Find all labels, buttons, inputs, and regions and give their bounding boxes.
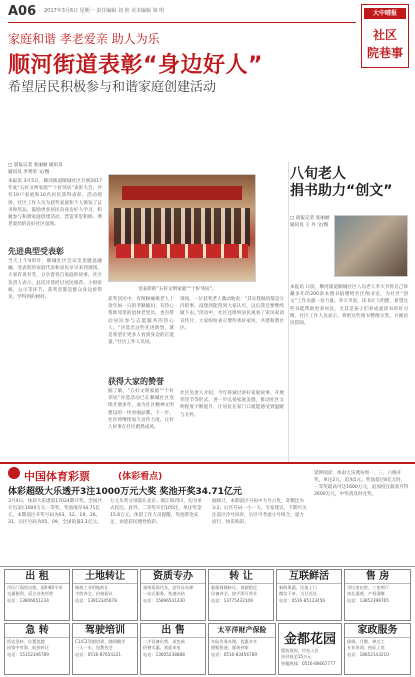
ad-line: C1/C2驾照培训，随到随学 [75,639,126,644]
ad-line: 南北通透，产权清晰 [347,591,385,597]
classified-ad [72,569,138,621]
ad-line: 精装现房，拎包入住 [281,648,319,653]
ad-line: 车险业务办理，优惠多多 [211,639,258,644]
lottery-body: 据统计，本期前区号码中大号占优，奇偶比为3:2；后区号码一小一大。专家建议，下期可关注前区冷号回补，后区可考虑小号组合，量力而行，快乐购彩。 [212,499,307,525]
ad-title: 转 让 [209,570,273,584]
classified-ad [4,569,70,621]
ad-title: 出 租 [5,570,69,584]
byline-line: □ 晨报记者 张丽丽 通讯员 [8,163,63,168]
classified-ad [72,623,138,675]
section-heading: 先进典型受表彰 [8,247,64,256]
article-body: 当天上午9时许，顺城社区会议室里暖意融融，受表彰的家庭代表和居民早早来到现场。大家有说有笑，分享着各自家庭的故事。社区负责人表示，此次评选经过居民推荐、小组审核、公示等环节，获奖者都是群众身边看得见、学得到的榜样。 [8,259,102,301]
ad-line: 电话：13912345678 [75,597,117,603]
article-headline: 顺河街道表彰“身边好人” [8,53,263,78]
classified-ad [208,569,274,621]
ad-line: 一人一车，包教包会 [75,645,113,651]
ad-line: 电话：0516-85123456 [279,597,326,603]
side-story-photo [334,215,408,277]
ad-line: 电话：13775432109 [211,597,253,603]
ad-line: 电话：13852398765 [347,597,389,603]
ad-title: 驾驶培训 [73,624,137,638]
article-kicker: 家庭和谐 孝老爱亲 助人为乐 [8,32,160,46]
article-body: 现场，一位获奖老人激动地说：“其实我做的都是分内的事，没想到能得到大家认可，以后我还要继续做下去。”活动中，社区还组织居民观看了家风家训宣传片，大家纷纷表示要传承好家风，共建和谐社区。 [180,297,284,331]
ad-title: 资质专办 [141,570,205,584]
ad-title: 太平洋财产保险 [209,624,275,638]
classified-ad-featured [278,623,342,675]
ad-title: 出 售 [141,624,205,638]
photo-caption: 受表彰的“五好文明家庭”“十好邻居”。 [138,287,217,292]
ad-line: 城郊工业用地转让 [75,585,109,590]
ad-line: 电话：13605238888 [143,651,185,657]
logo-masthead: 大中晴报 [364,8,406,19]
ad-line: 市区门面房出租，面积80平米 [7,585,63,590]
article-body: 社区负责人介绍，今年将通过讲好家庭故事、开展邻里节等形式，进一步弘扬家庭美德，推动社区文明程度不断提升，让居民在家门口就能感受到温暖与关怀。 [180,391,284,418]
ad-line: 学区房出售，三室两厅 [347,585,389,590]
ad-line: 售楼热线：0516-86667777 [281,660,336,666]
ad-line: 电话：0516-83456789 [211,651,258,657]
classified-ad [140,623,206,675]
classified-ad [344,569,411,621]
side-title-line: 捐书助力“创文” [290,183,393,199]
ad-line: 理赔快速，服务到家 [211,645,249,651]
ad-line: 电话：0516-87654321 [75,651,122,657]
lottery-headline: 体彩超级大乐透开3注1000万元大奖 奖池开奖34.71亿元 [8,487,242,497]
page-meta: 2017年3月6日 星期一 责任编辑 刘 艳 美术编辑 梁 明 [44,8,165,14]
ad-line: 价格实惠，欢迎来电 [143,645,181,651]
ad-line: 专业培训，持证上岗 [347,645,385,651]
ad-line: 临街商铺转让，客源稳定 [211,585,258,590]
page-number: A06 [8,4,37,19]
lottery-body: 延伸阅读：体彩大乐透每周一、三、六晚开奖，单注2元，追加1元。奖池超过8亿元时，一等奖最高可达1600万元，追加投注最高可得2600万元，中奖请及时兑奖。 [314,471,409,497]
lottery-body: 万元头奖分别落在北京、浙江和四川，均为单式投注。此外，二等奖开出105注，单注奖金15.6万元。体彩工作人员提醒，奖池资金充足，欢迎彩民理性购彩。 [110,499,202,525]
ad-line: 微信下单，当日送达 [279,591,317,597]
logo-section-line1: 社区 [372,28,397,42]
lottery-body: 3月4日，体彩大乐透第17024期开奖，全国共开出3注1000万元一等奖，奖池滚存34.71亿元。本期前区开奖号码为03、12、19、26、31，后区号码为05、09，全国销量2.1亿元。 [8,499,102,525]
photo-people [114,208,250,246]
ad-line: 新鲜果蔬，送货上门 [279,585,317,590]
ad-line: 保姆、月嫂、钟点工 [347,639,385,644]
ad-line: 电话：15152346789 [7,651,49,657]
classified-ad [276,569,342,621]
article-body: 本报讯 3月5日，顺河街道顺城社区开展2017年度“五好文明家庭”“十好邻居”表彰大会，共有10户家庭和10名居民获得表彰。活动现场，社区工作人员为获奖家庭和个人颁发了证书和奖品，鼓励更多居民向身边好人学习，积极参与和谐家庭创建活动，营造邻里和睦、尊老爱幼的良好社区氛围。 [8,179,102,228]
lottery-subtitle: (体彩看点) [118,472,163,482]
side-story-title [290,166,408,200]
ad-line: 饭店急转，位置优越 [7,639,45,644]
lottery-logo-icon [8,467,20,479]
ad-line: 因家中有事，低价转让 [7,645,49,651]
ad-line: 建筑资质代办，安许证办理 [143,585,194,590]
ad-line: 电话：18652143210 [347,651,389,657]
classified-ad [344,623,411,675]
ad-title: 金都花园 [283,632,336,647]
ad-title: 急 转 [5,624,69,638]
article-subhead: 希望居民积极参与和谐家庭创建活动 [8,80,217,95]
ad-line: 交通便利，适合各类经营 [7,591,54,597]
side-story-byline: □ 晨报记者 张丽丽 通讯员 王 丹 文/图 [290,216,330,228]
ad-title: 售 房 [345,570,410,584]
ad-line: 设备齐全，接手即可营业 [211,591,258,597]
ad-line: 首付低至15万元 [281,654,312,660]
logo-section-line2: 院巷事 [366,46,403,60]
article-body: 据了解，“五好文明家庭”“十好邻居”评选活动已在顺城社区连续开展多年，成为社区精神文明建设的一块亮丽品牌。下一步，社区将继续加大宣传力度，让好人好事在社区蔚然成风。 [108,389,174,431]
article-byline [8,162,98,176]
ad-line: 一站式服务，快速办结 [143,591,185,597]
classified-ad [4,623,70,675]
side-title-line: 八旬老人 [290,166,346,182]
ad-line: 二手设备出售，成色新 [143,639,185,644]
classified-ad [140,569,206,621]
ad-title: 土地转让 [73,570,137,584]
ad-line: 电话：13806651234 [7,597,49,603]
ad-title: 家政服务 [345,624,410,638]
ad-title: 互联鲜活 [277,570,341,584]
column-divider [288,162,289,462]
article-body: 获奖居民中，有照顾瘫痪老人十余年如一日的孝顺媳妇，有热心帮助邻里的退休老党员，也有带动居民参与志愿服务的热心人。“评选出这些先进典型，就是希望让更多人看到身边的正能量。”社区工作人员说。 [108,297,174,346]
photo-certificates [116,244,248,258]
ad-line: 电话：15896541230 [143,597,185,603]
side-story-body: 本报讯 日前，顺河街道顺城社区八旬老人李大爷将自己珍藏多年的200余本图书捐赠给社区图书室，为社区“创文”工作贡献一份力量。李大爷说，读书让人明理，希望这些书能帮助更多居民，尤其是孩子们养成爱读书的好习惯。社区工作人员表示，将把这些图书整理分类，方便居民借阅。 [290,285,408,327]
header-divider [8,22,356,23]
classified-ad [208,623,276,675]
section-heading: 获得大家的赞誉 [108,377,164,386]
byline-line: 通讯员 李秀荣 文/图 [8,170,50,175]
photo-banner [122,186,242,200]
ad-line: 手续齐全，价格面议 [75,591,113,597]
lottery-title: 中国体育彩票 [24,470,90,483]
